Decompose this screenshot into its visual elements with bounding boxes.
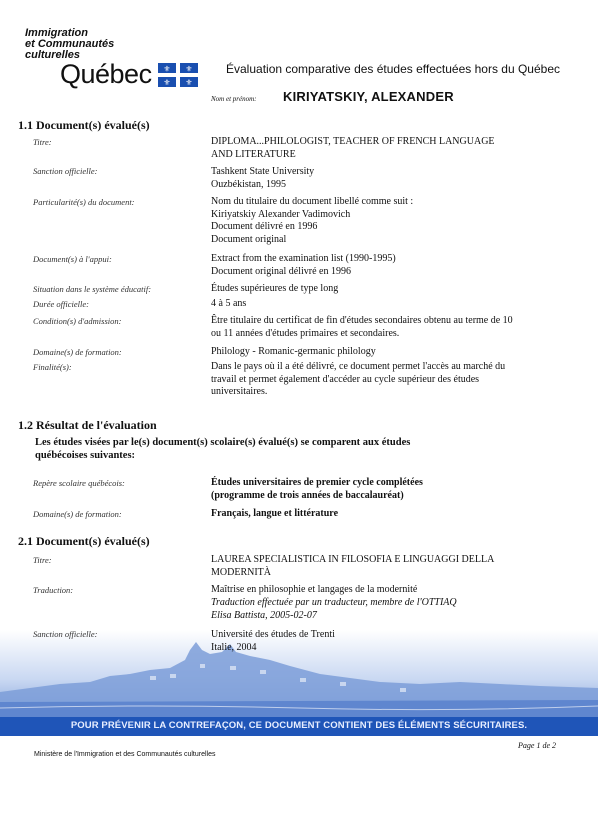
name-label: Nom et prénom: <box>211 95 257 103</box>
security-banner-text: POUR PRÉVENIR LA CONTREFAÇON, CE DOCUMENT CONTIENT DES ÉLÉMENTS SÉCURITAIRES. <box>70 720 528 731</box>
value-conditions: Être titulaire du certificat de fin d'études secondaires obtenu au terme de 10 ou 11 années d'études primaires et secondaires. <box>211 315 513 339</box>
label-particularites: Particularité(s) du document: <box>33 197 135 207</box>
document-title: Évaluation comparative des études effectuées hors du Québec <box>226 62 560 76</box>
label-traduction: Traduction: <box>33 585 74 595</box>
value-domaine-2: Français, langue et littérature <box>211 508 339 519</box>
value-documents-appui: Extract from the examination list (1990-1995) Document original délivré en 1996 <box>211 253 396 277</box>
label-conditions: Condition(s) d'admission: <box>33 316 122 326</box>
page-number: Page 1 de 2 <box>518 741 556 750</box>
ministry-line-2: et Communautés <box>25 38 115 50</box>
ministry-line-3: culturelles <box>25 49 81 61</box>
value-sanction: Tashkent State University Ouzbékistan, 1995 <box>211 166 315 190</box>
label-duree: Durée officielle: <box>33 299 89 309</box>
label-documents-appui: Document(s) à l'appui: <box>33 254 112 264</box>
value-particularites: Nom du titulaire du document libellé comme suit : Kiriyatskiy Alexander Vadimovich Document délivré en 1996 Document original <box>211 196 414 245</box>
value-domaine: Philology - Romanic-germanic philology <box>211 346 376 357</box>
label-finalites: Finalité(s): <box>33 362 72 372</box>
value-situation: Études supérieures de type long <box>211 283 339 294</box>
section-2-1-heading: 2.1 Document(s) évalué(s) <box>18 534 150 548</box>
label-titre: Titre: <box>33 137 52 147</box>
label-sanction-2: Sanction officielle: <box>33 629 98 639</box>
footer-ministry: Ministère de l'Immigration et des Communautés culturelles <box>34 751 216 758</box>
translator-signature: Elisa Battista, 2005-02-07 <box>211 610 317 621</box>
label-domaine: Domaine(s) de formation: <box>33 347 122 357</box>
svg-text:⚜: ⚜ <box>163 64 171 74</box>
quebec-flag-icon <box>158 63 198 87</box>
label-situation: Situation dans le système éducatif: <box>33 284 152 294</box>
section-1-1-heading: 1.1 Document(s) évalué(s) <box>18 118 150 132</box>
section-1-2-heading: 1.2 Résultat de l'évaluation <box>18 418 157 432</box>
svg-text:⚜: ⚜ <box>185 78 193 87</box>
value-sanction-2: Université des études de Trenti Italie, 2004 <box>211 629 335 653</box>
translation-note: Traduction effectuée par un traducteur, membre de l'OTTIAQ <box>211 597 457 608</box>
label-repere: Repère scolaire québécois: <box>33 478 125 488</box>
svg-text:⚜: ⚜ <box>163 78 171 87</box>
label-domaine-2: Domaine(s) de formation: <box>33 509 122 519</box>
svg-text:⚜: ⚜ <box>185 64 193 74</box>
ministry-name <box>25 28 114 61</box>
label-sanction: Sanction officielle: <box>33 166 98 176</box>
name-value: KIRIYATSKIY, ALEXANDER <box>283 89 454 104</box>
ministry-line-1: Immigration <box>25 27 88 39</box>
value-titre: DIPLOMA...PHILOLOGIST, TEACHER OF FRENCH LANGUAGE AND LITERATURE <box>211 136 495 160</box>
label-titre-2: Titre: <box>33 555 52 565</box>
value-finalites: Dans le pays où il a été délivré, ce document permet l'accès au marché du travail et permet également d'accéder au cycle supérieur des études universitaires. <box>211 361 506 397</box>
quebec-logo-text: Québec <box>60 59 152 89</box>
value-traduction: Maîtrise en philosophie et langages de la modernité <box>211 584 418 595</box>
value-duree: 4 à 5 ans <box>211 298 247 309</box>
value-titre-2: LAUREA SPECIALISTICA IN FILOSOFIA E LINGUAGGI DELLA MODERNITÀ <box>211 554 495 578</box>
evaluation-intro: Les études visées par le(s) document(s) scolaire(s) évalué(s) se comparent aux études québécoises suivantes: <box>35 437 411 461</box>
value-repere: Études universitaires de premier cycle complétées (programme de trois années de baccalauréat) <box>211 477 423 501</box>
